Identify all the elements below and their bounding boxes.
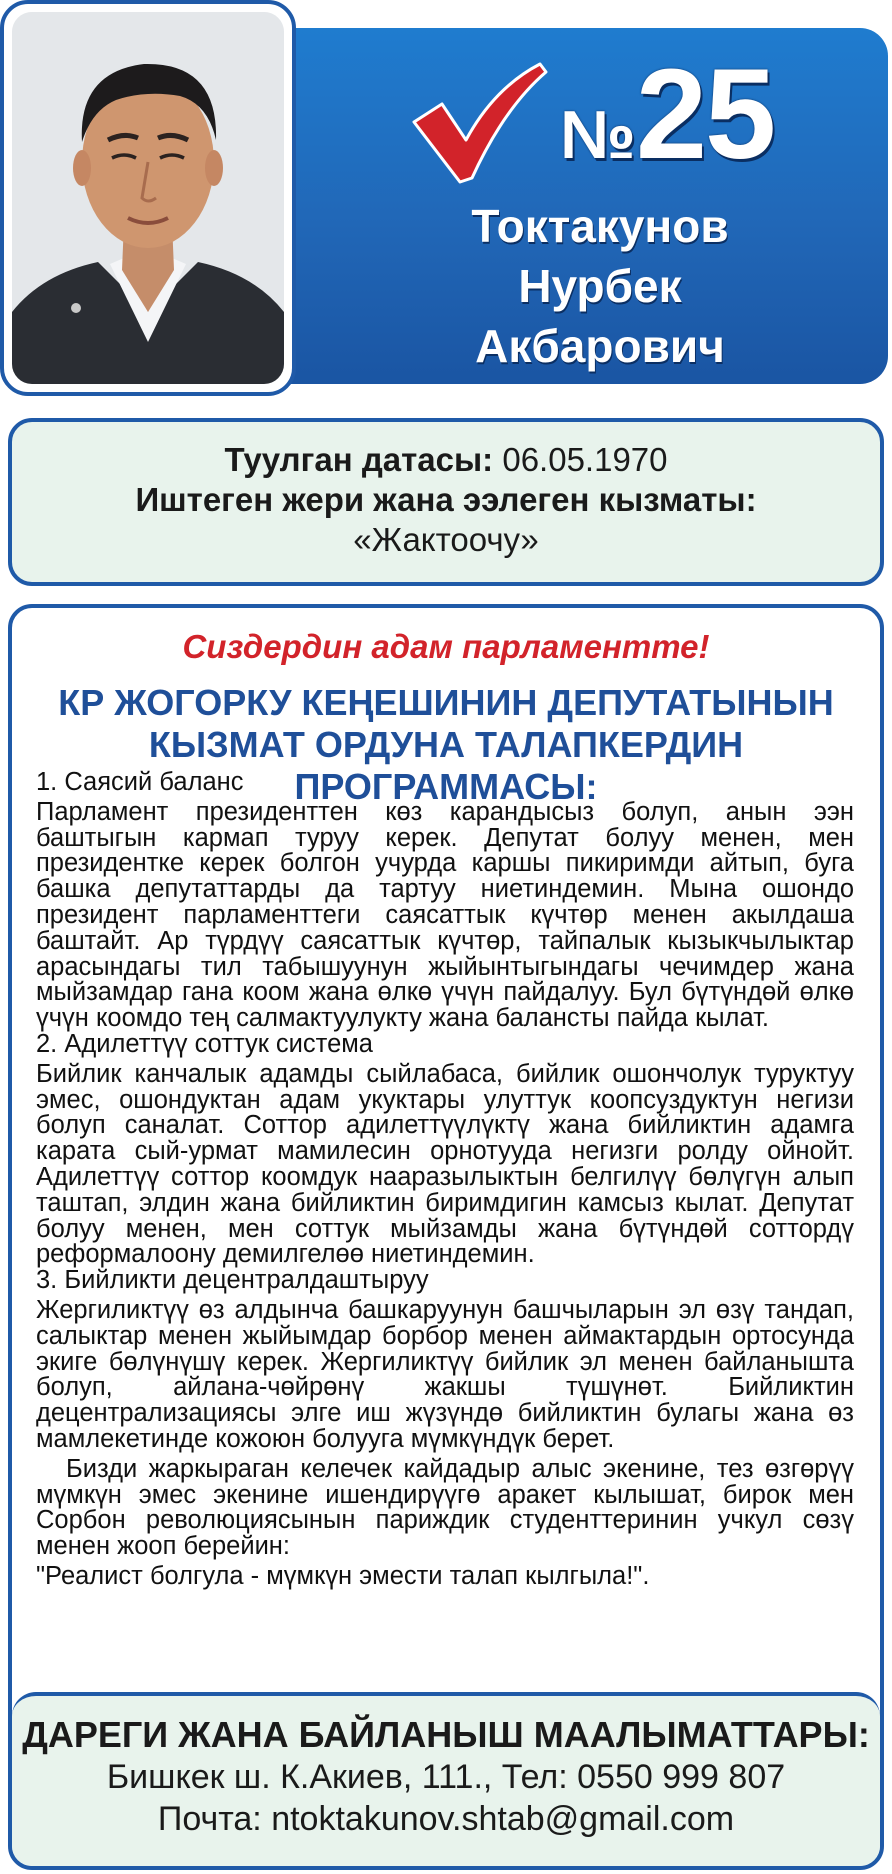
contact-email: Почта: ntoktakunov.shtab@gmail.com	[157, 1800, 735, 1838]
program-box	[8, 604, 884, 1870]
program-title-line-2: КЫЗМАТ ОРДУНА ТАЛАПКЕРДИН ПРОГРАММАСЫ:	[148, 724, 744, 807]
section-1-text: Парламент президенттен көз карандысыз болуп, анын ээн баштыгын кармап туруу керек. Депутат болуу менен, мен президентке керек болгон учурда каршы пикиримди айтып, буга башка депутаттарды да тартуу ниетиндемин. Мына ошондо президент парламенттеги саясаттык күчтөр менен акылдаша баштайт. Ар түрдүү саясаттык күчтөр, тайпалык кызыкчылыктар арасындагы тил табышуунун жыйынтыгындагы чечимдер жана мыйзамдар гана коом жана өлкө үчүн пайдалуу. Бул бүтүндөй өлкө үчүн коомдо тең салмактуулукту жана балансты пайда кылат.	[36, 797, 854, 1033]
closing-quote: "Реалист болгула - мүмкүн эмести талап кылгыла!".	[36, 1561, 650, 1590]
birth-date-label: Туулган датасы:	[224, 441, 494, 478]
candidate-info-box	[8, 418, 884, 586]
program-body	[36, 770, 854, 1590]
candidate-first-name: Нурбек	[518, 260, 682, 312]
slogan: Сиздердин адам парламентте!	[182, 628, 710, 665]
contact-title: ДАРЕГИ ЖАНА БАЙЛАНЫШ МААЛЫМАТТАРЫ:	[22, 1714, 870, 1755]
section-2-heading: 2. Адилеттүү соттук система	[36, 1029, 373, 1058]
candidate-header	[0, 0, 892, 400]
birth-date-value: 06.05.1970	[502, 441, 668, 478]
contact-box	[12, 1692, 880, 1866]
section-3-text: Жергиликтүү өз алдынча башкаруунун башчыларын эл өзү тандап, салыктар менен жыйымдар борбор менен аймактардын ортосунда экиге бөлүнүшү керек. Жергиликтүү бийлик эл менен байланышта болуп, айлана-чөйрөнү жакшы түшүнөт. Бийликтин децентрализациясы элге иш жүзүндө бийликтин булагы жана өз мамлекетинде кожоюн болууга мүмкүндүк берет.	[36, 1295, 854, 1453]
candidate-number	[560, 43, 775, 186]
work-label-line	[12, 480, 880, 520]
program-title-line-1: КР ЖОГОРКУ КЕҢЕШИНИН ДЕПУТАТЫНЫН	[58, 682, 834, 723]
work-label: Иштеген жери жана ээлеген кызматы:	[135, 481, 757, 518]
work-value: «Жактоочу»	[353, 521, 539, 558]
candidate-surname: Токтакунов	[471, 200, 729, 252]
number-prefix: №	[560, 97, 634, 173]
contact-address: Бишкек ш. К.Акиев, 111., Тел: 0550 999 807	[106, 1758, 786, 1796]
section-3-heading: 3. Бийликти децентралдаштыруу	[36, 1266, 429, 1295]
portrait-illustration	[12, 12, 284, 384]
section-1-heading: 1. Саясий баланс	[36, 768, 244, 796]
birth-date-line	[12, 440, 880, 480]
number-value: 25	[635, 43, 775, 186]
portrait-photo	[12, 12, 284, 384]
check-icon	[408, 60, 548, 185]
candidate-patronymic: Акбарович	[475, 320, 725, 372]
candidate-photo-frame	[0, 0, 296, 396]
closing-paragraph: Бизди жаркыраган келечек кайдадыр алыс экенине, тез өзгөрүү мүмкүн эмес экенине ишендирүүгө аракет кылышат, бирок мен Сорбон революциясынын париждик студенттеринин учкул сөзү менен жооп берейин:	[36, 1454, 854, 1561]
section-2-text: Бийлик канчалык адамды сыйлабаса, бийлик ошончолук туруктуу эмес, ошондуктан адам укуктары улуттук коопсуздуктун негизи болуп саналат. Соттор адилеттүүлүктү жана бийликтин адамга карата сый-урмат мамилесин орнотууда негизги ролду ойнойт. Адилеттүү соттор коомдук нааразылыктын белгилүү бөлүгүн алып таштап, элдин жана бийликтин биримдигин камсыз кылат. Депутат болуу менен, мен соттук мыйзамды жана бүтүндөй соттордү реформалоону демилгелөө ниетиндемин.	[36, 1059, 854, 1269]
